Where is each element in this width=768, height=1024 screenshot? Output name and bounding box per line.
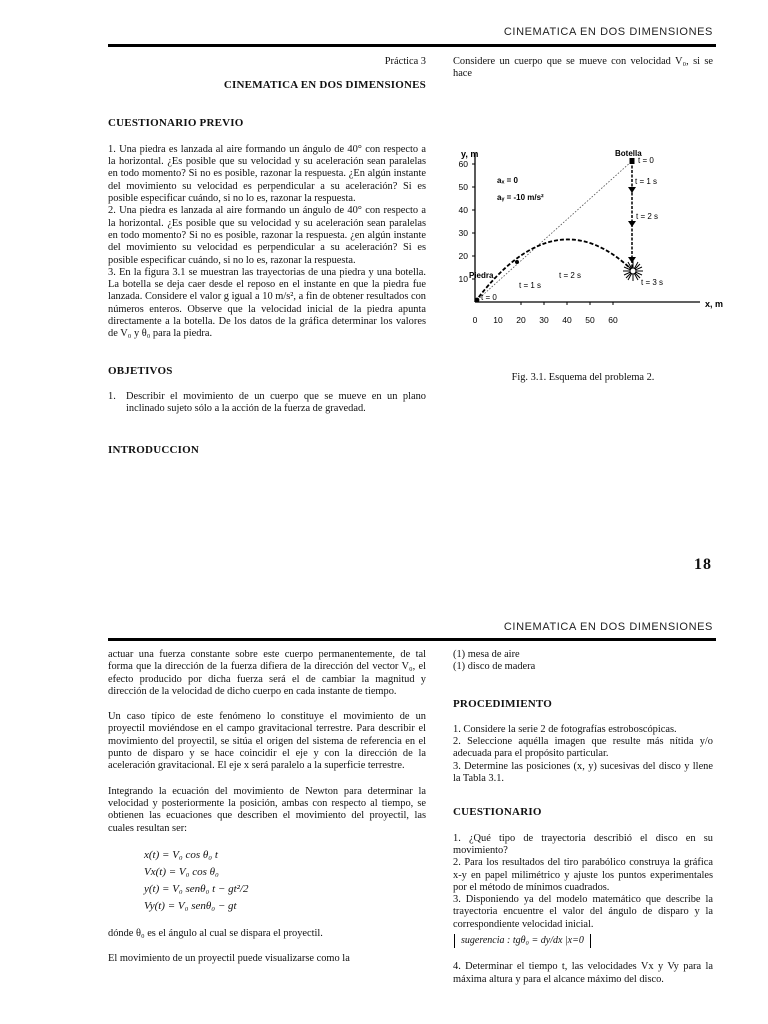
header-rule bbox=[108, 638, 716, 641]
quiz-question: 1. ¿Qué tipo de trayectoria describió el disco en su movimiento? bbox=[453, 832, 713, 856]
page-number: 18 bbox=[694, 556, 712, 573]
stone-trajectory bbox=[475, 239, 633, 302]
practice-label: Práctica 3 bbox=[384, 56, 426, 67]
procedure-step: 3. Determine las posiciones (x, y) sucesivas del disco y llene la Tabla 3.1. bbox=[453, 760, 713, 785]
intro-paragraph-1: actuar una fuerza constante sobre este cuerpo permanentemente, de tal forma que la dirección de la fuerza difiera de la dirección del vector V₀, el efecto producido por dicha fuerza será el de cambiar la magnitud y dirección de la velocidad de dicho cuerpo en cada instante de tiempo. bbox=[108, 649, 426, 697]
x-tick-label: 40 bbox=[562, 315, 572, 325]
x-tick-label: 10 bbox=[493, 315, 503, 325]
ax-label: aₓ = 0 bbox=[497, 176, 518, 185]
y-axis-label: y, m bbox=[461, 149, 479, 159]
stone-marker bbox=[515, 260, 519, 264]
x-axis-label: x, m bbox=[705, 299, 724, 309]
procedure-heading: PROCEDIMIENTO bbox=[453, 697, 552, 710]
objective-text: Describir el movimiento de un cuerpo que se mueve en un plano inclinado sujeto sólo a la acción de la fuerza de gravedad. bbox=[126, 390, 426, 415]
y-tick-label: 50 bbox=[458, 182, 468, 192]
pre-quiz-heading: CUESTIONARIO PREVIO bbox=[108, 116, 244, 129]
objective-number: 1. bbox=[108, 390, 116, 402]
pre-quiz-question-1: 1. Una piedra es lanzada al aire formando un ángulo de 40° con respecto a la horizontal. ¿Es posible que su velocidad y su aceleración sean paralelas en todo momento? Si no es posible, razonar la respuesta. ¿En algún instante del movimiento su velocidad es perpendicular a su aceleración? Si es posible especificar cuándo, si no lo es, razonar la respuesta. bbox=[108, 143, 426, 205]
left-column bbox=[108, 56, 426, 456]
y-tick-label: 20 bbox=[458, 251, 468, 261]
figure-3-1 bbox=[455, 145, 735, 335]
collision-burst-icon bbox=[623, 261, 643, 281]
material-item: (1) disco de madera bbox=[453, 661, 536, 673]
intro-paragraph-2: Un caso típico de este fenómeno lo constituye el movimiento de un proyectil moviéndose en el campo gravitacional terrestre. Para describir el movimiento del proyectil, se sitúa el origen del sistema de referencia en el punto de disparo y se hace coincidir el eje y con la dirección de la aceleración gravitacional. El eje x será paralelo a la superficie terrestre. bbox=[108, 711, 426, 772]
y-tick-label: 40 bbox=[458, 205, 468, 215]
x-tick-label: 30 bbox=[539, 315, 549, 325]
right-column bbox=[453, 649, 713, 986]
x-tick-label: 50 bbox=[585, 315, 595, 325]
bottle-t0-label: t = 0 bbox=[638, 156, 654, 165]
bottle-label: Botella bbox=[615, 149, 642, 158]
running-head: CINEMATICA EN DOS DIMENSIONES bbox=[503, 26, 713, 38]
bottle-arrow bbox=[628, 187, 636, 193]
quiz-question: 4. Determinar el tiempo t, las velocidades Vx y Vy para la máxima altura y para el alcance máximo del disco. bbox=[453, 961, 713, 985]
y-tick-label: 30 bbox=[458, 228, 468, 238]
stone-label: Piedra bbox=[469, 271, 494, 280]
quiz-heading: CUESTIONARIO bbox=[453, 806, 542, 819]
equation-x: x(t) = V₀ cos θ₀ t bbox=[144, 848, 218, 861]
stone-t1-label: t = 1 s bbox=[519, 281, 542, 290]
stone-marker bbox=[475, 298, 480, 303]
angle-note: dónde θ₀ es el ángulo al cual se dispara el proyectil. bbox=[108, 927, 323, 939]
header-rule bbox=[108, 44, 716, 47]
motion-equations bbox=[108, 847, 426, 915]
stone-t2-label: t = 2 s bbox=[559, 271, 582, 280]
y-tick-label: 60 bbox=[458, 159, 468, 169]
material-item: (1) mesa de aire bbox=[453, 649, 520, 660]
quiz-question: 3. Disponiendo ya del modelo matemático que describe la trayectoria encuentre el valor del ángulo de disparo y la correspondiente velocidad inicial. bbox=[453, 894, 713, 930]
intro-heading: INTRODUCCION bbox=[108, 443, 200, 456]
procedure-step: 1. Considere la serie 2 de fotografías estroboscópicas. bbox=[453, 723, 677, 735]
quiz-question: 2. Para los resultados del tiro parabólico construya la gráfica x-y en papel milimétrico y ajuste los puntos experimentales por el método de mínimos cuadrados. bbox=[453, 857, 713, 893]
intro-paragraph-5: El movimiento de un proyectil puede visualizarse como la bbox=[108, 953, 350, 965]
x-tick-label: 60 bbox=[608, 315, 618, 325]
figure-caption: Fig. 3.1. Esquema del problema 2. bbox=[511, 372, 655, 383]
page-title: CINEMATICA EN DOS DIMENSIONES bbox=[223, 79, 426, 92]
bottle-arrow bbox=[628, 257, 636, 263]
objectives-heading: OBJETIVOS bbox=[108, 364, 173, 377]
stone-t0-label: t = 0 bbox=[481, 293, 497, 302]
bottle-marker bbox=[630, 158, 635, 164]
pre-quiz-question-2: 2. Una piedra es lanzada al aire formando un ángulo de 40° con respecto a la horizontal. ¿Es posible que su velocidad y su aceleración sean paralelas en todo momento? Si no es posible, razonar la respuesta. ¿en algún instante del movimiento su velocidad es perpendicular a su aceleración? Si es posible especificar cuándo, si no lo es, razonar la respuesta. bbox=[108, 205, 426, 266]
running-head: CINEMATICA EN DOS DIMENSIONES bbox=[503, 621, 713, 633]
bottle-t1-label: t = 1 s bbox=[635, 177, 658, 186]
pre-quiz-question-3: 3. En la figura 3.1 se muestran las trayectorias de una piedra y una botella. La botella se deja caer desde el reposo en el instante en que la piedra fue lanzada. Considere el valor g igual a 10 m/s², a fin de obtener resultados con números enteros. Observe que la velocidad inicial de la piedra apunta directamente a la botella. De los datos de la gráfica determinar los valores de V₀ y θ₀ para la piedra. bbox=[108, 266, 426, 340]
x-tick-label: 20 bbox=[516, 315, 526, 325]
x-tick-label: 0 bbox=[472, 315, 478, 325]
intro-sentence: Considere un cuerpo que se mueve con velocidad V₀, si se hace bbox=[453, 56, 713, 80]
objective-item bbox=[108, 391, 426, 416]
collision-label: t = 3 s bbox=[641, 278, 664, 287]
hint-formula: sugerencia : tgθ₀ = dy/dx |x=0 bbox=[454, 934, 591, 948]
equation-vy: Vy(t) = V₀ senθ₀ − gt bbox=[144, 899, 237, 912]
intro-paragraph-3: Integrando la ecuación del movimiento de Newton para determinar la velocidad y posteriormente la posición, ambas con respecto al tiempo, se obtienen las ecuaciones que describen el movimiento del proyectil, las cuales resultan ser: bbox=[108, 785, 426, 834]
y-tick-label: 10 bbox=[458, 274, 468, 284]
equation-y: y(t) = V₀ senθ₀ t − gt²/2 bbox=[144, 882, 249, 895]
bottle-arrow bbox=[628, 221, 636, 227]
equation-vx: Vx(t) = V₀ cos θ₀ bbox=[144, 865, 219, 878]
right-column bbox=[453, 56, 713, 81]
bottle-t2-label: t = 2 s bbox=[636, 212, 659, 221]
left-column bbox=[108, 649, 426, 965]
procedure-step: 2. Seleccione aquélla imagen que resulte más nítida y/o adecuada para el propósito particular. bbox=[453, 736, 713, 760]
ay-label: aᵧ = -10 m/s² bbox=[497, 193, 544, 202]
